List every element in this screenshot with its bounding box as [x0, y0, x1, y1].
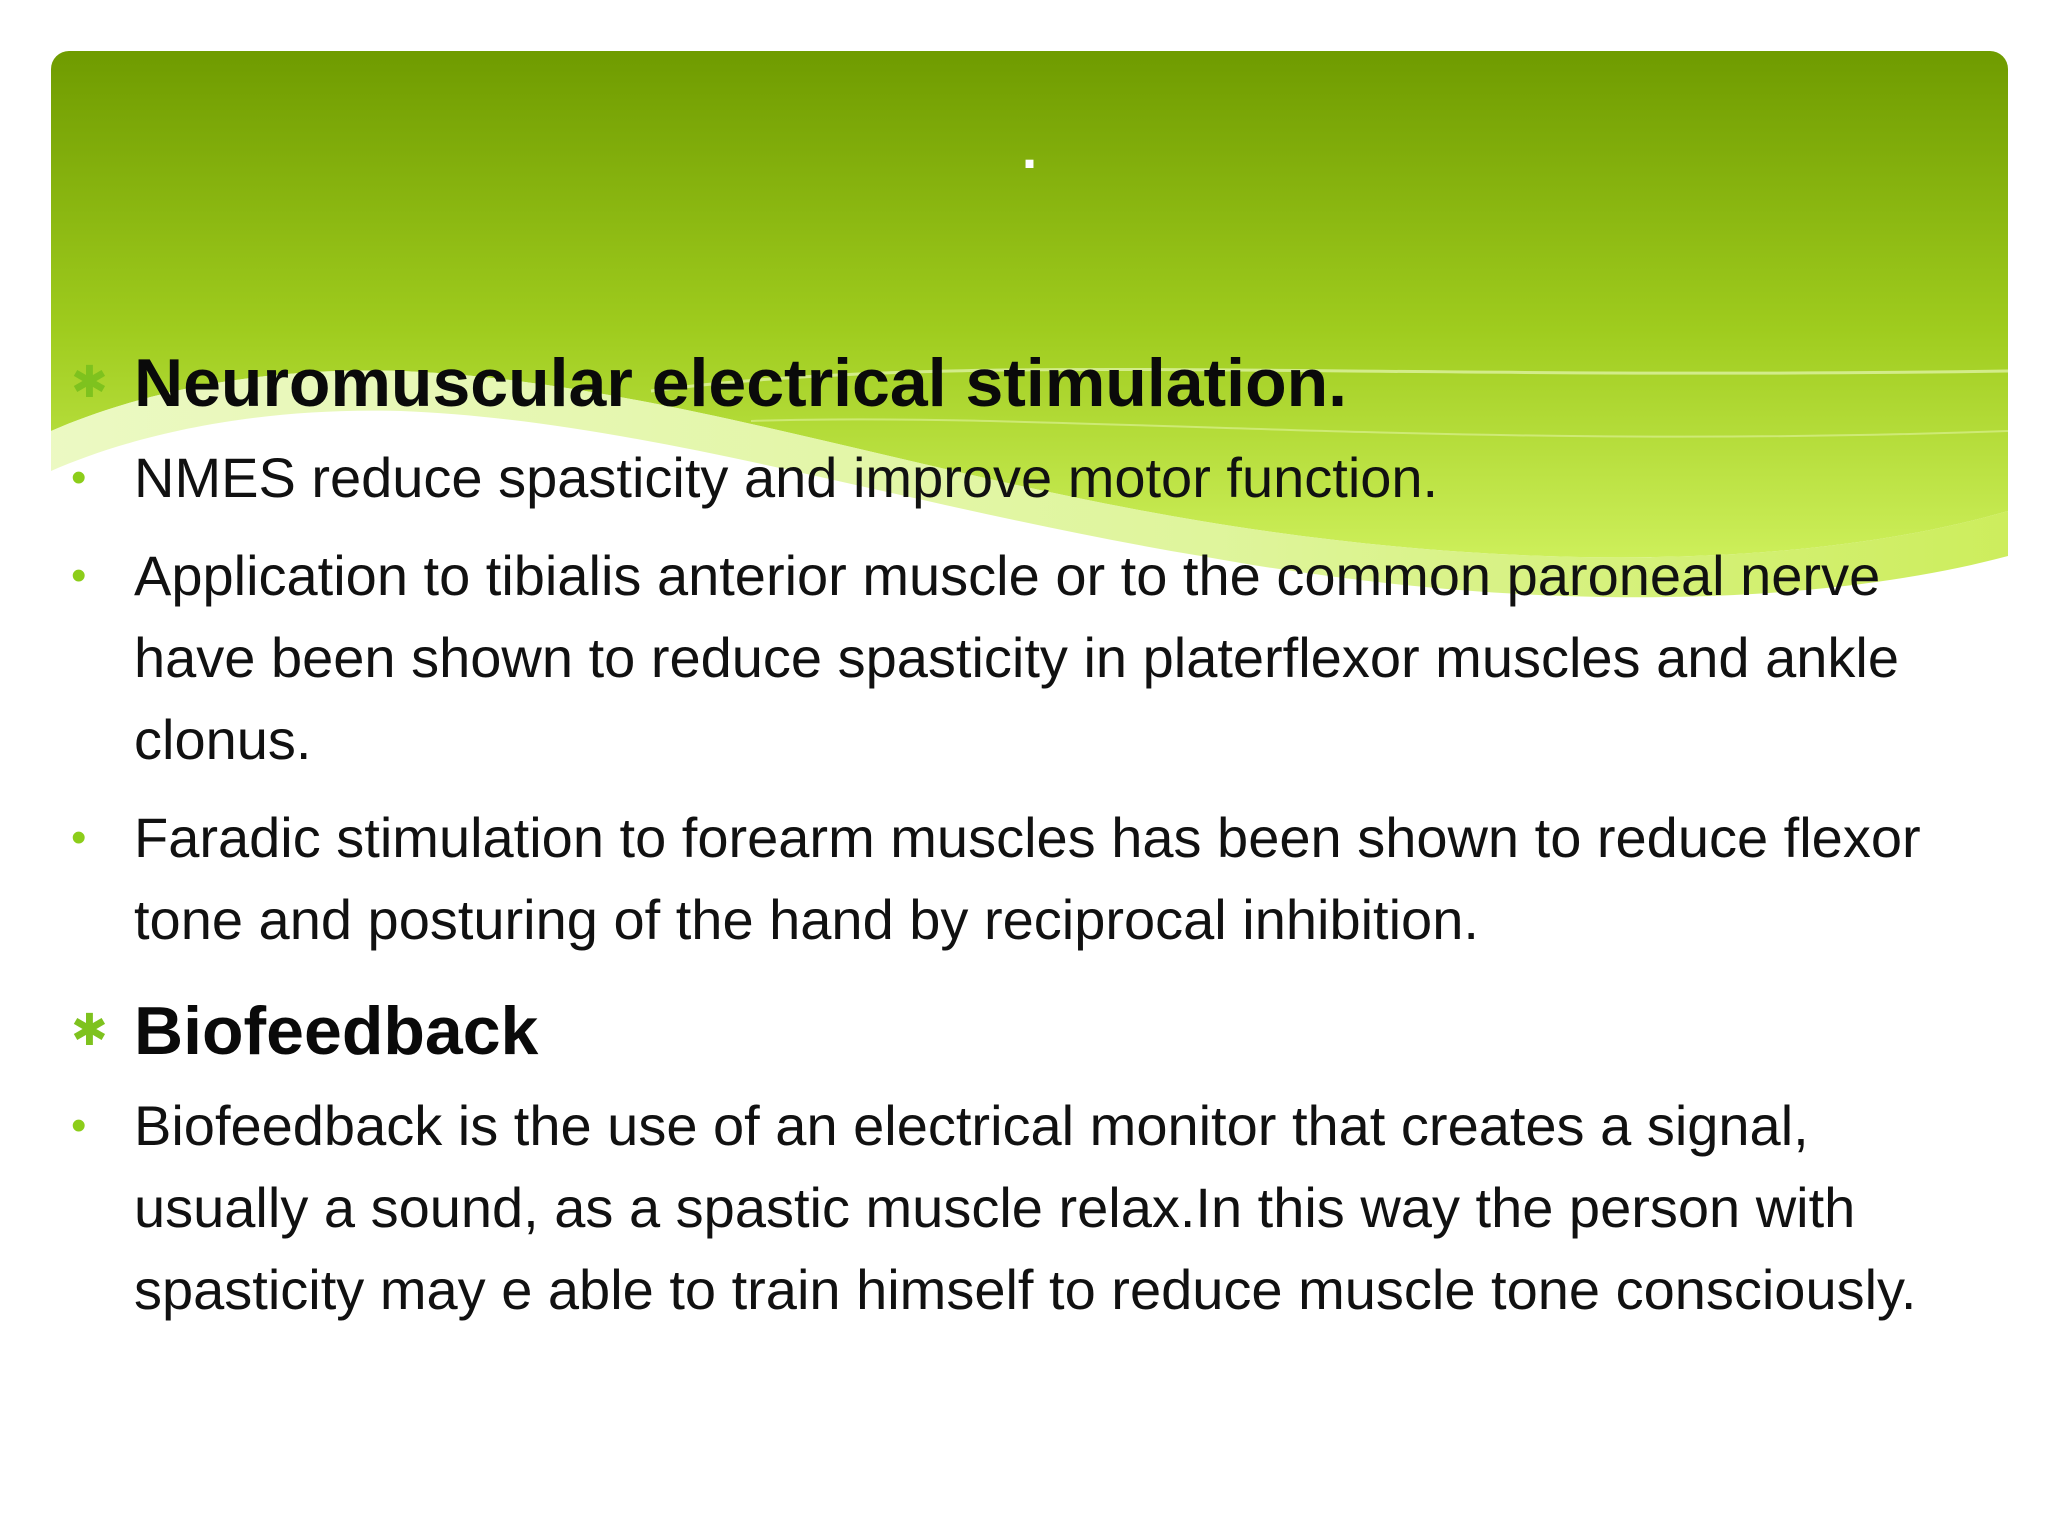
list-item	[51, 797, 2008, 961]
slide-canvas	[51, 51, 2008, 1536]
slide-content	[51, 341, 2008, 1331]
section-heading-biofeedback	[51, 989, 2008, 1073]
dot-bullet-icon: •	[71, 1101, 87, 1150]
section-heading-nmes	[51, 341, 2008, 425]
section-heading-text: Biofeedback	[134, 993, 539, 1069]
list-item	[51, 535, 2008, 781]
asterisk-bullet-icon: ✱	[71, 1006, 108, 1055]
list-item-text: Application to tibialis anterior muscle or to the common paroneal nerve have been shown to reduce spasticity in platerflexor muscles and ankle clonus.	[134, 544, 1899, 771]
list-item-text: Faradic stimulation to forearm muscles has been shown to reduce flexor tone and posturing of the hand by reciprocal inhibition.	[134, 806, 1921, 951]
asterisk-bullet-icon: ✱	[71, 358, 108, 407]
dot-bullet-icon: •	[71, 551, 87, 600]
list-item	[51, 1085, 2008, 1331]
list-item-text: Biofeedback is the use of an electrical monitor that creates a signal, usually a sound, as a spastic muscle relax.In this way the person with spasticity may e able to train himself to reduce muscle tone consciously.	[134, 1094, 1917, 1321]
section-heading-text: Neuromuscular electrical stimulation.	[134, 345, 1348, 421]
dot-bullet-icon: •	[71, 453, 87, 502]
slide-title: .	[1021, 117, 1038, 180]
list-item	[51, 437, 2008, 519]
list-item-text: NMES reduce spasticity and improve motor function.	[134, 446, 1439, 509]
dot-bullet-icon: •	[71, 813, 87, 862]
